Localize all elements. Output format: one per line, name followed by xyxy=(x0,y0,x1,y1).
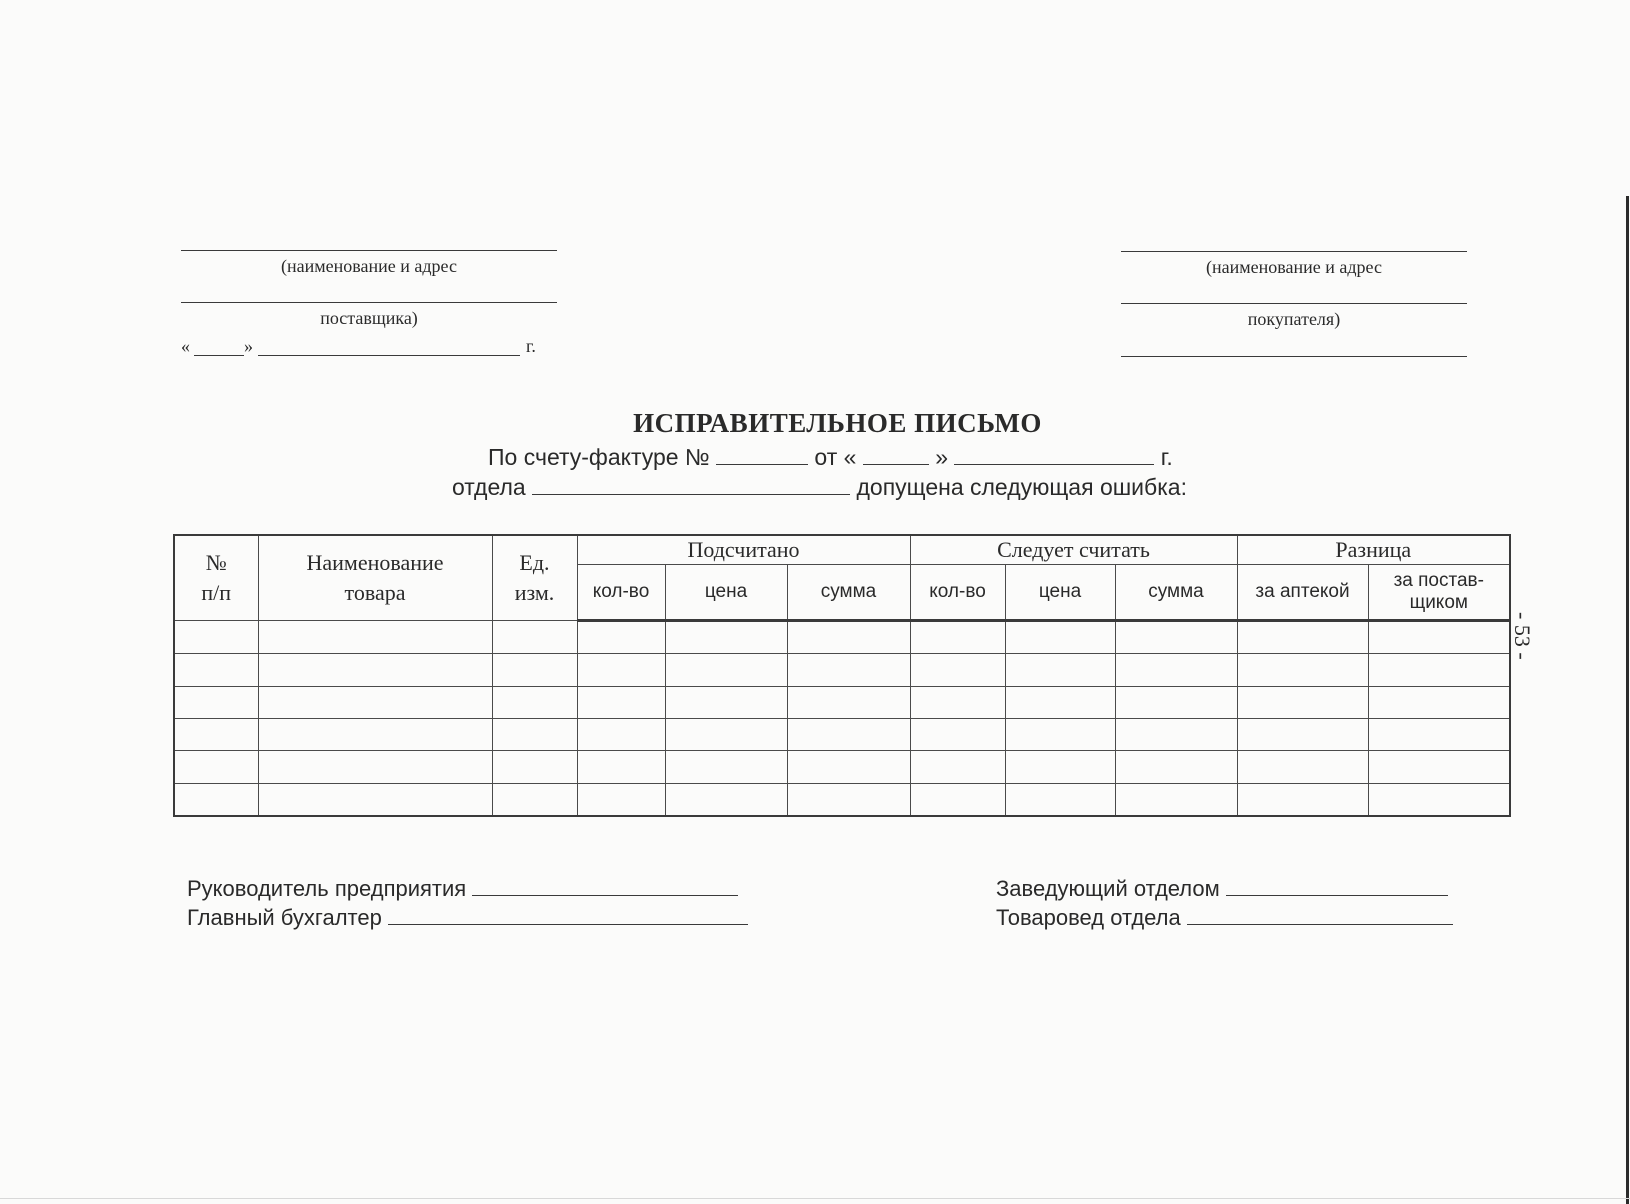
should-sum-header: сумма xyxy=(1115,565,1237,621)
col-number-line2: п/п xyxy=(201,580,232,605)
col-number-header xyxy=(174,535,258,621)
sig-merchandiser-label: Товаровед отдела xyxy=(996,905,1181,930)
invoice-month-field[interactable] xyxy=(954,446,1154,465)
table-cell[interactable] xyxy=(665,751,787,783)
counted-sum-header: сумма xyxy=(787,565,910,621)
table-cell[interactable] xyxy=(1237,654,1368,686)
table-cell[interactable] xyxy=(577,718,665,750)
error-table xyxy=(173,534,1511,817)
table-cell[interactable] xyxy=(1368,783,1510,816)
table-cell[interactable] xyxy=(910,621,1005,654)
table-cell[interactable] xyxy=(174,621,258,654)
table-cell[interactable] xyxy=(787,621,910,654)
table-cell[interactable] xyxy=(258,783,492,816)
table-cell[interactable] xyxy=(174,783,258,816)
invoice-line xyxy=(488,444,1173,471)
sig-director xyxy=(187,876,738,902)
sig-accountant-field[interactable] xyxy=(388,906,748,925)
col-name-header xyxy=(258,535,492,621)
dept-prefix: отдела xyxy=(452,474,526,500)
page-number: - 53 - xyxy=(1510,612,1535,660)
invoice-prefix: По счету-фактуре № xyxy=(488,444,710,470)
table-row xyxy=(174,783,1510,816)
supplier-date-open: « xyxy=(181,336,190,356)
diff-supplier-line2: щиком xyxy=(1409,592,1468,613)
invoice-year: г. xyxy=(1160,444,1173,470)
table-cell[interactable] xyxy=(258,686,492,718)
table-cell[interactable] xyxy=(258,751,492,783)
dept-name-field[interactable] xyxy=(532,476,850,495)
table-body xyxy=(174,621,1510,817)
table-cell[interactable] xyxy=(1115,718,1237,750)
counted-price-header: цена xyxy=(665,565,787,621)
page-edge xyxy=(1626,196,1629,1204)
buyer-name-line[interactable] xyxy=(1121,251,1467,252)
sig-dept-head-field[interactable] xyxy=(1226,877,1448,896)
sig-dept-head xyxy=(996,876,1448,902)
table-cell[interactable] xyxy=(787,686,910,718)
table-cell[interactable] xyxy=(174,751,258,783)
supplier-day-line[interactable] xyxy=(194,355,244,356)
table-cell[interactable] xyxy=(1115,654,1237,686)
table-cell[interactable] xyxy=(665,686,787,718)
dept-suffix: допущена следующая ошибка: xyxy=(856,474,1187,500)
buyer-caption-2: покупателя) xyxy=(1247,309,1341,329)
diff-supplier-line1: за постав- xyxy=(1393,570,1484,591)
table-cell[interactable] xyxy=(1237,783,1368,816)
table-cell[interactable] xyxy=(910,751,1005,783)
table-cell[interactable] xyxy=(1005,718,1115,750)
table-cell[interactable] xyxy=(1115,621,1237,654)
table-cell[interactable] xyxy=(665,783,787,816)
col-unit-line1: Ед. xyxy=(519,550,550,575)
sig-dept-head-label: Заведующий отделом xyxy=(996,876,1220,901)
supplier-month-line[interactable] xyxy=(258,355,520,356)
table-cell[interactable] xyxy=(577,686,665,718)
table-cell[interactable] xyxy=(492,654,577,686)
col-unit-line2: изм. xyxy=(514,580,555,605)
table-cell[interactable] xyxy=(910,686,1005,718)
group-counted-header: Подсчитано xyxy=(577,535,910,565)
sig-accountant xyxy=(187,905,748,931)
col-name-line2: товара xyxy=(344,580,406,605)
table-cell[interactable] xyxy=(1237,686,1368,718)
supplier-address-line[interactable] xyxy=(181,302,557,303)
sig-director-label: Руководитель предприятия xyxy=(187,876,467,901)
table-row xyxy=(174,751,1510,783)
table-cell[interactable] xyxy=(577,654,665,686)
invoice-day-field[interactable] xyxy=(863,446,929,465)
table-cell[interactable] xyxy=(1005,686,1115,718)
table-cell[interactable] xyxy=(1237,751,1368,783)
table-cell[interactable] xyxy=(910,783,1005,816)
table-cell[interactable] xyxy=(1005,783,1115,816)
invoice-from: от « xyxy=(814,444,857,470)
table-cell[interactable] xyxy=(1237,718,1368,750)
sig-director-field[interactable] xyxy=(472,877,738,896)
table-cell[interactable] xyxy=(577,783,665,816)
page-bottom-edge xyxy=(0,1198,1630,1199)
table-cell[interactable] xyxy=(492,718,577,750)
table-cell[interactable] xyxy=(1237,621,1368,654)
sig-accountant-label: Главный бухгалтер xyxy=(187,905,382,930)
table-cell[interactable] xyxy=(174,686,258,718)
document-title: ИСПРАВИТЕЛЬНОЕ ПИСЬМО xyxy=(633,408,1042,438)
supplier-caption-2: поставщика) xyxy=(320,308,418,328)
counted-qty-header: кол-во xyxy=(577,565,665,621)
group-should-header: Следует считать xyxy=(910,535,1237,565)
table-cell[interactable] xyxy=(1115,686,1237,718)
table-cell[interactable] xyxy=(787,783,910,816)
dept-line xyxy=(452,474,1187,501)
buyer-caption-1: (наименование и адрес xyxy=(1206,257,1382,277)
invoice-number-field[interactable] xyxy=(716,446,808,465)
table-cell[interactable] xyxy=(787,751,910,783)
table-row xyxy=(174,621,1510,654)
supplier-date-close: » xyxy=(244,336,253,356)
buyer-address-line[interactable] xyxy=(1121,303,1467,304)
col-number-line1: № xyxy=(205,550,227,575)
table-cell[interactable] xyxy=(1368,686,1510,718)
buyer-extra-line[interactable] xyxy=(1121,356,1467,357)
table-cell[interactable] xyxy=(910,654,1005,686)
table-cell[interactable] xyxy=(174,718,258,750)
group-diff-header: Разница xyxy=(1237,535,1510,565)
table-cell[interactable] xyxy=(492,621,577,654)
table-cell[interactable] xyxy=(787,718,910,750)
table-cell[interactable] xyxy=(577,751,665,783)
supplier-name-line[interactable] xyxy=(181,250,557,251)
sig-merchandiser-field[interactable] xyxy=(1187,906,1453,925)
table-cell[interactable] xyxy=(1005,654,1115,686)
table-row xyxy=(174,718,1510,750)
table-cell[interactable] xyxy=(665,621,787,654)
table-row xyxy=(174,686,1510,718)
diff-pharmacy-header: за аптекой xyxy=(1237,565,1368,621)
table-cell[interactable] xyxy=(1368,718,1510,750)
table-cell[interactable] xyxy=(492,783,577,816)
table-row xyxy=(174,654,1510,686)
table-cell[interactable] xyxy=(1368,654,1510,686)
table-cell[interactable] xyxy=(258,654,492,686)
table-cell[interactable] xyxy=(492,686,577,718)
col-name-line1: Наименование xyxy=(306,550,444,575)
sig-merchandiser xyxy=(996,905,1453,931)
table-cell[interactable] xyxy=(1005,621,1115,654)
table-cell[interactable] xyxy=(665,654,787,686)
table-cell[interactable] xyxy=(665,718,787,750)
col-unit-header xyxy=(492,535,577,621)
should-price-header: цена xyxy=(1005,565,1115,621)
table-cell[interactable] xyxy=(258,718,492,750)
table-cell[interactable] xyxy=(1368,621,1510,654)
supplier-caption-1: (наименование и адрес xyxy=(281,256,457,276)
table-cell[interactable] xyxy=(174,654,258,686)
supplier-year-suffix: г. xyxy=(526,336,536,356)
table-cell[interactable] xyxy=(492,751,577,783)
should-qty-header: кол-во xyxy=(910,565,1005,621)
diff-supplier-header xyxy=(1368,565,1510,621)
table-cell[interactable] xyxy=(787,654,910,686)
table-cell[interactable] xyxy=(910,718,1005,750)
table-cell[interactable] xyxy=(1005,751,1115,783)
table-cell[interactable] xyxy=(1115,783,1237,816)
table-cell[interactable] xyxy=(258,621,492,654)
table-cell[interactable] xyxy=(577,621,665,654)
invoice-close: » xyxy=(935,444,949,470)
table-cell[interactable] xyxy=(1368,751,1510,783)
table-cell[interactable] xyxy=(1115,751,1237,783)
